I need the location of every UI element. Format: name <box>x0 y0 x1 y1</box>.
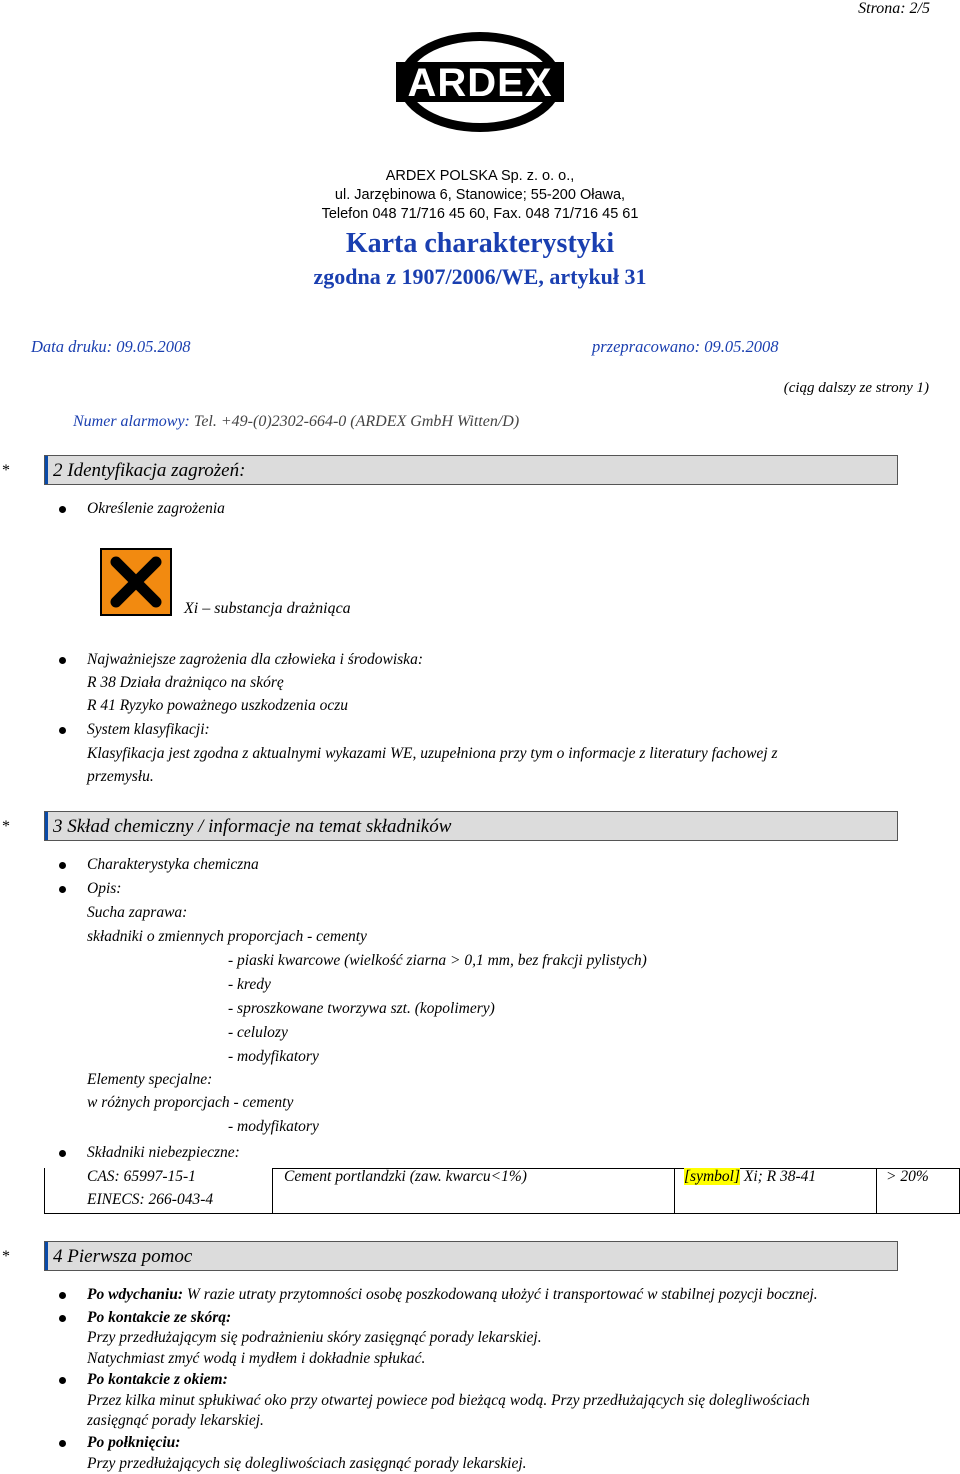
bullet <box>59 657 66 664</box>
section4-marker: * <box>2 1248 10 1265</box>
emergency-value: Tel. +49-(0)2302-664-0 (ARDEX GmbH Witten/D) <box>193 413 520 430</box>
eye-line2: zasięgnąć porady lekarskiej. <box>87 1412 264 1429</box>
classification-heading: System klasyfikacji: <box>87 721 210 738</box>
section4-header <box>44 1241 898 1271</box>
chemical-characterization: Charakterystyka chemiczna <box>87 856 259 873</box>
special-elements-line: w różnych proporcjach - cementy <box>87 1094 294 1111</box>
skin-line2: Natychmiast zmyć wodą i mydłem i dokładnie spłukać. <box>87 1350 426 1367</box>
section2-title: 2 Identyfikacja zagrożeń: <box>53 460 246 481</box>
table-divider <box>876 1168 877 1214</box>
revised-date: przepracowano: 09.05.2008 <box>592 337 779 356</box>
component-item: - sproszkowane tworzywa szt. (kopolimery) <box>228 1000 495 1017</box>
bullet <box>59 862 66 869</box>
special-elements-heading: Elementy specjalne: <box>87 1071 213 1088</box>
components-list <box>228 952 647 1072</box>
eye-line1: Przez kilka minut spłukiwać oko przy otwartej powiece pod bieżącą wodą. Przy przedłużających się dolegliwościach <box>87 1392 810 1409</box>
special-elements-extra: - modyfikatory <box>228 1118 319 1135</box>
bullet <box>59 506 66 513</box>
bullet <box>59 1440 66 1447</box>
description-heading: Opis: <box>87 880 122 897</box>
continued-note: (ciąg dalszy ze strony 1) <box>783 380 929 396</box>
dangerous-components-table <box>44 1164 960 1214</box>
bullet <box>59 1292 66 1299</box>
section3-header <box>44 811 898 841</box>
section2-marker: * <box>2 462 10 479</box>
emergency-number <box>73 413 519 431</box>
section4-title: 4 Pierwsza pomoc <box>53 1246 193 1267</box>
emergency-label: Numer alarmowy: <box>73 413 190 430</box>
component-item: - celulozy <box>228 1024 288 1041</box>
table-bottom-border <box>44 1213 960 1214</box>
bullet <box>59 1315 66 1322</box>
skin-label: Po kontakcie ze skórą: <box>87 1309 232 1326</box>
classification-line1: Klasyfikacja jest zgodna z aktualnymi wykazami WE, uzupełniona przy tym o informacje z literatury fachowej z <box>87 745 778 762</box>
component-item: - kredy <box>228 976 271 993</box>
classification-line2: przemysłu. <box>87 768 154 785</box>
r41-text: R 41 Ryzyko poważnego uszkodzenia oczu <box>87 697 349 714</box>
table-cell-einecs: EINECS: 266-043-4 <box>87 1191 214 1208</box>
symbol-tag: [symbol] <box>684 1168 740 1185</box>
class-text: Xi; R 38-41 <box>743 1168 817 1185</box>
page-number: Strona: 2/5 <box>858 0 930 17</box>
component-item: - piaski kwarcowe (wielkość ziarna > 0,1 mm, bez frakcji pylistych) <box>228 952 647 969</box>
ardex-logo <box>396 30 564 134</box>
table-cell-classification <box>684 1168 816 1186</box>
component-item: - modyfikatory <box>228 1048 319 1065</box>
company-phone: Telefon 048 71/716 45 60, Fax. 048 71/716 45 61 <box>321 206 639 222</box>
r38-text: R 38 Działa drażniąco na skórę <box>87 674 284 691</box>
eye-label: Po kontakcie z okiem: <box>87 1371 228 1388</box>
skin-line1: Przy przedłużającym się podrażnieniu skóry zasięgnąć porady lekarskiej. <box>87 1329 542 1346</box>
company-address: ul. Jarzębinowa 6, Stanowice; 55-200 Oława, <box>334 187 626 203</box>
table-divider <box>272 1168 273 1214</box>
table-cell-cas: CAS: 65997-15-1 <box>87 1168 196 1185</box>
section-accent <box>45 456 48 484</box>
hazard-symbol-caption: Xi – substancja drażniąca <box>184 600 351 617</box>
section-accent <box>45 1242 48 1270</box>
table-cell-concentration: > 20% <box>886 1168 929 1185</box>
table-cell-name: Cement portlandzki (zaw. kwarcu<1%) <box>284 1168 527 1185</box>
logo-text: ARDEX <box>407 61 553 105</box>
document-title: Karta charakterystyki <box>345 228 615 259</box>
company-name: ARDEX POLSKA Sp. z. o. o., <box>385 168 575 184</box>
section2-header <box>44 455 898 485</box>
document-subtitle: zgodna z 1907/2006/WE, artykuł 31 <box>313 264 647 289</box>
swallow-text: Przy przedłużających się dolegliwościach zasięgnąć porady lekarskiej. <box>87 1455 527 1472</box>
hazard-symbol-icon <box>100 548 172 616</box>
dry-mortar-label: Sucha zaprawa: <box>87 904 188 921</box>
main-hazards-heading: Najważniejsze zagrożenia dla człowieka i środowiska: <box>87 651 423 668</box>
section3-title: 3 Skład chemiczny / informacje na temat składników <box>53 816 452 837</box>
inhalation-item <box>87 1286 818 1304</box>
bullet <box>59 886 66 893</box>
table-divider <box>674 1168 675 1214</box>
inhalation-text: W razie utraty przytomności osobę poszkodowaną ułożyć i transportować w stabilnej pozycji bocznej. <box>186 1286 818 1303</box>
inhalation-label: Po wdychaniu: <box>87 1286 184 1303</box>
dangerous-components-heading: Składniki niebezpieczne: <box>87 1144 240 1161</box>
bullet <box>59 1377 66 1384</box>
components-line: składniki o zmiennych proporcjach - cementy <box>87 928 367 945</box>
bullet <box>59 727 66 734</box>
print-date: Data druku: 09.05.2008 <box>31 337 191 356</box>
section-accent <box>45 812 48 840</box>
swallow-label: Po połknięciu: <box>87 1434 181 1451</box>
table-left-border <box>44 1168 45 1214</box>
hazard-heading: Określenie zagrożenia <box>87 500 225 517</box>
section3-marker: * <box>2 818 10 835</box>
bullet <box>59 1150 66 1157</box>
